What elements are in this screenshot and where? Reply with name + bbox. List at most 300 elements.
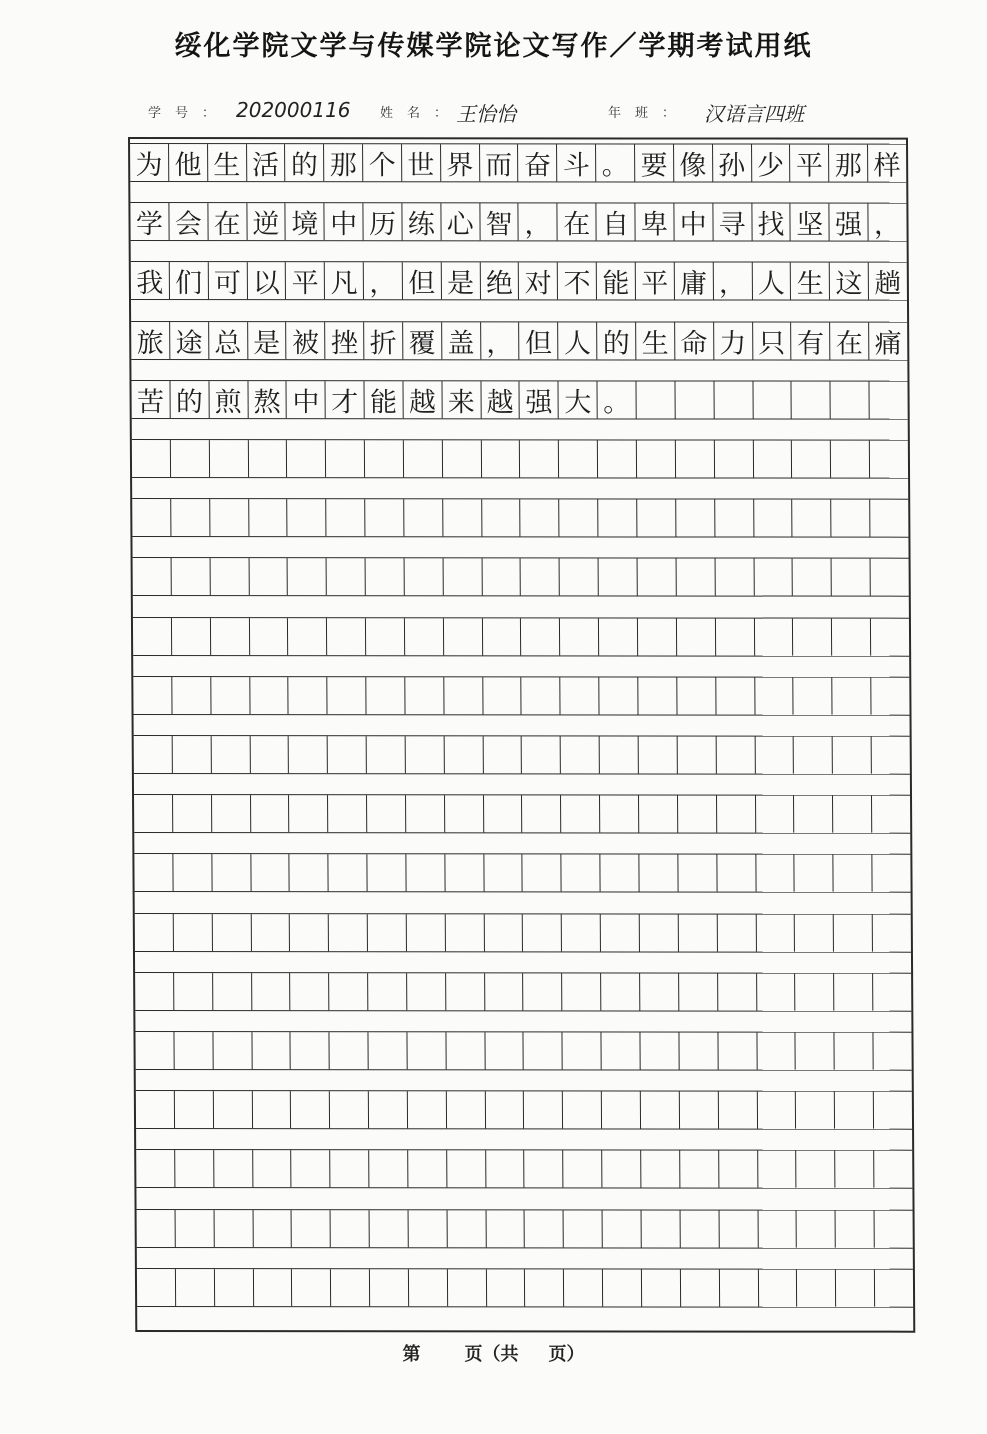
grid-cell	[443, 440, 482, 477]
grid-cell	[173, 736, 212, 773]
grid-cell	[676, 500, 715, 537]
grid-row	[135, 913, 911, 953]
grid-cell: 斗	[557, 144, 596, 181]
grid-cell	[484, 796, 523, 833]
grid-row	[135, 1031, 911, 1071]
writing-grid	[128, 137, 915, 1333]
grid-cell	[365, 499, 404, 536]
grid-cell: 中	[325, 203, 364, 240]
grid-cell	[251, 914, 290, 951]
grid-cell	[408, 1151, 447, 1188]
grid-cell	[174, 973, 213, 1010]
grid-cell	[446, 973, 485, 1010]
grid-cell: 平	[286, 263, 325, 300]
grid-cell	[794, 677, 833, 714]
grid-cell	[448, 1269, 487, 1306]
grid-cell	[563, 1092, 602, 1129]
grid-cell	[679, 973, 718, 1010]
grid-cell	[599, 618, 638, 655]
grid-cell	[447, 1210, 486, 1247]
grid-cell	[598, 500, 637, 537]
grid-cell	[484, 914, 523, 951]
grid-cell	[172, 677, 211, 714]
grid-cell	[329, 914, 368, 951]
grid-cell	[173, 854, 212, 891]
grid-cell	[327, 559, 366, 596]
grid-cell	[641, 1092, 680, 1129]
grid-cell	[525, 1210, 564, 1247]
grid-cell	[639, 796, 678, 833]
grid-cell: 覆	[403, 322, 442, 359]
grid-cell	[484, 855, 523, 892]
grid-cell	[642, 1269, 681, 1306]
grid-cell	[249, 499, 288, 536]
grid-row	[134, 853, 910, 893]
grid-cell: 会	[169, 203, 208, 240]
grid-cell	[522, 796, 561, 833]
grid-cell	[487, 1269, 526, 1306]
grid-cell	[211, 677, 250, 714]
grid-cell	[757, 1033, 796, 1070]
grid-cell: 。	[596, 144, 635, 181]
grid-cell	[404, 440, 443, 477]
grid-cell	[836, 1269, 875, 1306]
grid-cell	[832, 559, 871, 596]
grid-cell	[134, 854, 173, 891]
grid-cell: ，	[519, 204, 558, 241]
grid-cell	[715, 500, 754, 537]
grid-cell	[598, 440, 637, 477]
grid-cell	[330, 1151, 369, 1188]
grid-cell: 生	[791, 263, 830, 300]
grid-cell	[136, 1091, 175, 1128]
grid-cell: ，	[364, 263, 403, 300]
grid-cell	[600, 796, 639, 833]
grid-cell	[366, 559, 405, 596]
grid-cell: 少	[752, 145, 791, 182]
grid-cell: 旅	[131, 322, 170, 359]
grid-cell: ，	[873, 209, 902, 241]
grid-cell	[291, 1091, 330, 1128]
grid-cell	[444, 736, 483, 773]
grid-cell	[793, 500, 832, 537]
grid-cell: 凡	[325, 263, 364, 300]
grid-cell	[523, 855, 562, 892]
grid-cell: 心	[441, 203, 480, 240]
grid-cell	[210, 558, 249, 595]
grid-cell	[368, 914, 407, 951]
grid-cell	[793, 618, 832, 655]
grid-cell: 个	[363, 144, 402, 181]
grid-cell: 是	[248, 322, 287, 359]
grid-cell	[524, 973, 563, 1010]
grid-cell	[602, 1092, 641, 1129]
grid-cell	[482, 559, 521, 596]
grid-row	[133, 557, 909, 597]
grid-cell	[834, 914, 873, 951]
grid-cell	[758, 1269, 797, 1306]
grid-cell	[248, 440, 287, 477]
grid-cell	[678, 796, 717, 833]
grid-cell: 不	[558, 263, 597, 300]
grid-cell	[600, 736, 639, 773]
grid-cell: 命	[675, 322, 714, 359]
grid-cell	[368, 973, 407, 1010]
grid-cell: 生	[636, 322, 675, 359]
grid-cell	[253, 1151, 292, 1188]
grid-cell	[210, 440, 249, 477]
grid-cell	[871, 618, 909, 655]
grid-cell	[639, 736, 678, 773]
grid-cell	[249, 559, 288, 596]
grid-cell: 的	[597, 322, 636, 359]
grid-cell	[521, 500, 560, 537]
grid-cell	[753, 381, 792, 418]
grid-cell	[677, 677, 716, 714]
grid-row	[131, 321, 907, 361]
grid-cell	[174, 1032, 213, 1069]
grid-cell: 强	[520, 381, 559, 418]
grid-cell	[835, 1151, 874, 1188]
grid-cell	[602, 1151, 641, 1188]
grid-cell	[754, 559, 793, 596]
grid-cell: 煎	[209, 381, 248, 418]
grid-cell: 奋	[518, 144, 557, 181]
grid-cell	[600, 855, 639, 892]
grid-cell	[874, 1092, 912, 1129]
grid-cell	[601, 914, 640, 951]
grid-cell	[680, 1092, 719, 1129]
grid-cell	[171, 499, 210, 536]
grid-cell	[213, 1032, 252, 1069]
grid-cell: 但	[520, 322, 559, 359]
grid-cell	[836, 1210, 875, 1247]
grid-cell: 总	[209, 322, 248, 359]
grid-cell	[366, 618, 405, 655]
grid-cell	[560, 618, 599, 655]
grid-row	[137, 1268, 913, 1308]
grid-cell	[755, 677, 794, 714]
grid-cell	[132, 499, 171, 536]
grid-cell	[406, 795, 445, 832]
sheet-title: 绥化学院文学与传媒学院论文写作／学期考试用纸	[174, 31, 813, 62]
grid-cell	[132, 440, 171, 477]
grid-cell	[212, 914, 251, 951]
grid-cell	[369, 1151, 408, 1188]
grid-cell	[171, 558, 210, 595]
grid-cell	[603, 1269, 642, 1306]
grid-cell: 的	[170, 381, 209, 418]
grid-cell	[290, 855, 329, 892]
grid-cell	[404, 499, 443, 536]
grid-cell	[525, 1269, 564, 1306]
grid-cell: 而	[480, 144, 519, 181]
class-label: 年班：	[608, 106, 690, 121]
grid-cell: 寻	[713, 204, 752, 241]
grid-cell	[288, 499, 327, 536]
grid-cell	[641, 1151, 680, 1188]
grid-cell	[365, 440, 404, 477]
grid-cell	[716, 677, 755, 714]
grid-cell: 在	[830, 322, 869, 359]
grid-cell	[133, 677, 172, 714]
grid-cell	[443, 499, 482, 536]
page-footer	[0, 1340, 987, 1366]
grid-row	[136, 1149, 912, 1189]
grid-cell	[444, 618, 483, 655]
grid-cell	[171, 440, 210, 477]
grid-cell	[329, 973, 368, 1010]
grid-cell	[481, 440, 520, 477]
grid-cell: 中	[674, 204, 713, 241]
grid-cell	[288, 559, 327, 596]
grid-cell	[676, 559, 715, 596]
grid-cell: 人	[752, 263, 791, 300]
grid-cell: 熬	[248, 381, 287, 418]
grid-cell	[482, 500, 521, 537]
grid-cell: 在	[208, 203, 247, 240]
grid-cell	[522, 736, 561, 773]
grid-cell: 我	[131, 262, 170, 299]
grid-cell	[250, 677, 289, 714]
grid-cell	[330, 1032, 369, 1069]
grid-cell	[289, 795, 328, 832]
grid-cell	[603, 1210, 642, 1247]
grid-cell	[677, 618, 716, 655]
grid-cell	[250, 736, 289, 773]
page-middle: 页（共	[464, 1344, 519, 1365]
grid-cell	[833, 737, 872, 774]
grid-cell	[175, 1210, 214, 1247]
grid-cell	[873, 973, 911, 1010]
grid-cell	[287, 440, 326, 477]
grid-cell	[754, 618, 793, 655]
grid-cell	[253, 1269, 292, 1306]
grid-cell	[719, 1151, 758, 1188]
grid-row	[135, 972, 911, 1012]
grid-cell	[599, 559, 638, 596]
grid-cell	[446, 1032, 485, 1069]
grid-cell: 像	[674, 144, 713, 181]
grid-cell	[290, 973, 329, 1010]
grid-cell: 趟	[874, 269, 902, 301]
grid-cell	[564, 1269, 603, 1306]
grid-cell	[756, 855, 795, 892]
grid-cell	[524, 1032, 563, 1069]
grid-cell	[637, 500, 676, 537]
grid-cell	[292, 1269, 331, 1306]
grid-cell: 是	[442, 263, 481, 300]
grid-cell: 世	[402, 144, 441, 181]
grid-cell: 可	[208, 262, 247, 299]
grid-cell: 他	[169, 144, 208, 181]
grid-cell	[792, 381, 831, 418]
grid-cell: 逆	[247, 203, 286, 240]
grid-cell	[447, 1091, 486, 1128]
grid-cell	[213, 973, 252, 1010]
grid-cell: 的	[285, 144, 324, 181]
grid-cell	[715, 559, 754, 596]
grid-cell	[214, 1150, 253, 1187]
grid-cell	[252, 973, 291, 1010]
grid-cell	[292, 1151, 331, 1188]
grid-cell	[636, 381, 675, 418]
grid-cell	[563, 1032, 602, 1069]
grid-cell	[716, 618, 755, 655]
grid-cell	[135, 973, 174, 1010]
grid-cell	[561, 736, 600, 773]
grid-cell	[444, 677, 483, 714]
grid-cell: 来	[442, 381, 481, 418]
grid-cell	[677, 736, 716, 773]
grid-cell	[326, 440, 365, 477]
grid-cell	[212, 795, 251, 832]
grid-cell: 中	[287, 381, 326, 418]
grid-cell	[331, 1210, 370, 1247]
grid-cell	[136, 1150, 175, 1187]
grid-cell	[755, 737, 794, 774]
grid-cell	[366, 677, 405, 714]
grid-cell	[445, 855, 484, 892]
grid-cell	[795, 855, 834, 892]
grid-row	[133, 617, 909, 657]
grid-cell: 强	[830, 204, 869, 241]
grid-cell	[520, 440, 559, 477]
grid-cell	[834, 855, 873, 892]
grid-cell: 盖	[442, 322, 481, 359]
grid-cell	[717, 914, 756, 951]
grid-cell	[717, 855, 756, 892]
grid-cell	[367, 795, 406, 832]
grid-cell	[792, 441, 831, 478]
grid-cell	[447, 1151, 486, 1188]
grid-cell	[330, 1091, 369, 1128]
grid-cell	[175, 1150, 214, 1187]
name-label: 姓名：	[380, 106, 462, 121]
grid-cell	[875, 1210, 913, 1247]
grid-cell	[797, 1269, 836, 1306]
grid-cell	[211, 618, 250, 655]
grid-row	[137, 1209, 913, 1249]
grid-cell	[795, 973, 834, 1010]
grid-row	[136, 1090, 912, 1130]
grid-cell	[486, 1151, 525, 1188]
grid-cell	[212, 854, 251, 891]
grid-cell	[872, 855, 910, 892]
grid-cell	[290, 914, 329, 951]
grid-cell	[873, 914, 911, 951]
grid-cell	[485, 1092, 524, 1129]
grid-cell	[252, 1091, 291, 1128]
grid-cell	[407, 914, 446, 951]
grid-cell	[445, 795, 484, 832]
grid-cell	[327, 618, 366, 655]
grid-row	[134, 735, 910, 775]
grid-cell: 力	[714, 322, 753, 359]
grid-cell	[525, 1151, 564, 1188]
grid-cell	[718, 973, 757, 1010]
grid-cell	[137, 1269, 176, 1306]
grid-cell: 智	[480, 203, 519, 240]
grid-cell: 以	[247, 262, 286, 299]
grid-cell	[640, 914, 679, 951]
grid-cell	[174, 914, 213, 951]
grid-cell	[176, 1269, 215, 1306]
grid-row	[130, 143, 906, 183]
grid-cell	[560, 559, 599, 596]
grid-cell	[561, 677, 600, 714]
grid-cell	[135, 1032, 174, 1069]
grid-cell	[523, 914, 562, 951]
grid-row	[131, 380, 907, 420]
grid-cell	[133, 558, 172, 595]
grid-cell	[720, 1269, 759, 1306]
grid-cell	[328, 736, 367, 773]
grid-cell	[872, 737, 910, 774]
grid-cell: 大	[559, 381, 598, 418]
header-row	[148, 96, 908, 136]
grid-cell	[331, 1269, 370, 1306]
grid-cell	[408, 1210, 447, 1247]
grid-cell	[210, 499, 249, 536]
grid-cell	[369, 1091, 408, 1128]
grid-cell: 孙	[713, 145, 752, 182]
grid-row	[132, 439, 908, 479]
grid-cell: 被	[286, 322, 325, 359]
grid-cell	[370, 1269, 409, 1306]
grid-cell: 们	[170, 262, 209, 299]
grid-cell	[211, 736, 250, 773]
grid-cell	[326, 499, 365, 536]
grid-cell	[599, 677, 638, 714]
grid-cell	[675, 381, 714, 418]
grid-cell	[718, 1033, 757, 1070]
grid-cell	[562, 914, 601, 951]
grid-cell	[797, 1210, 836, 1247]
grid-cell	[561, 796, 600, 833]
grid-cell	[831, 500, 870, 537]
grid-cell: 对	[519, 263, 558, 300]
grid-cell: 但	[403, 263, 442, 300]
grid-cell	[486, 1210, 525, 1247]
grid-cell	[563, 1151, 602, 1188]
grid-cell	[679, 914, 718, 951]
grid-cell	[407, 1032, 446, 1069]
grid-cell	[718, 1092, 757, 1129]
grid-cell: 生	[208, 144, 247, 181]
grid-cell: 卑	[635, 204, 674, 241]
grid-cell	[367, 736, 406, 773]
grid-cell: 学	[130, 203, 169, 240]
grid-cell	[870, 381, 908, 418]
grid-row	[130, 202, 906, 242]
grid-cell	[637, 440, 676, 477]
grid-cell	[639, 855, 678, 892]
grid-cell	[796, 1033, 835, 1070]
grid-cell	[758, 1151, 797, 1188]
grid-cell	[871, 677, 909, 714]
grid-cell	[485, 1032, 524, 1069]
grid-cell	[133, 618, 172, 655]
grid-cell	[405, 618, 444, 655]
grid-cell	[680, 1151, 719, 1188]
grid-cell: 坚	[791, 204, 830, 241]
grid-cell: 。	[598, 381, 637, 418]
grid-cell: ，	[713, 263, 752, 300]
grid-cell	[680, 1210, 719, 1247]
grid-cell	[135, 914, 174, 951]
grid-cell	[714, 441, 753, 478]
